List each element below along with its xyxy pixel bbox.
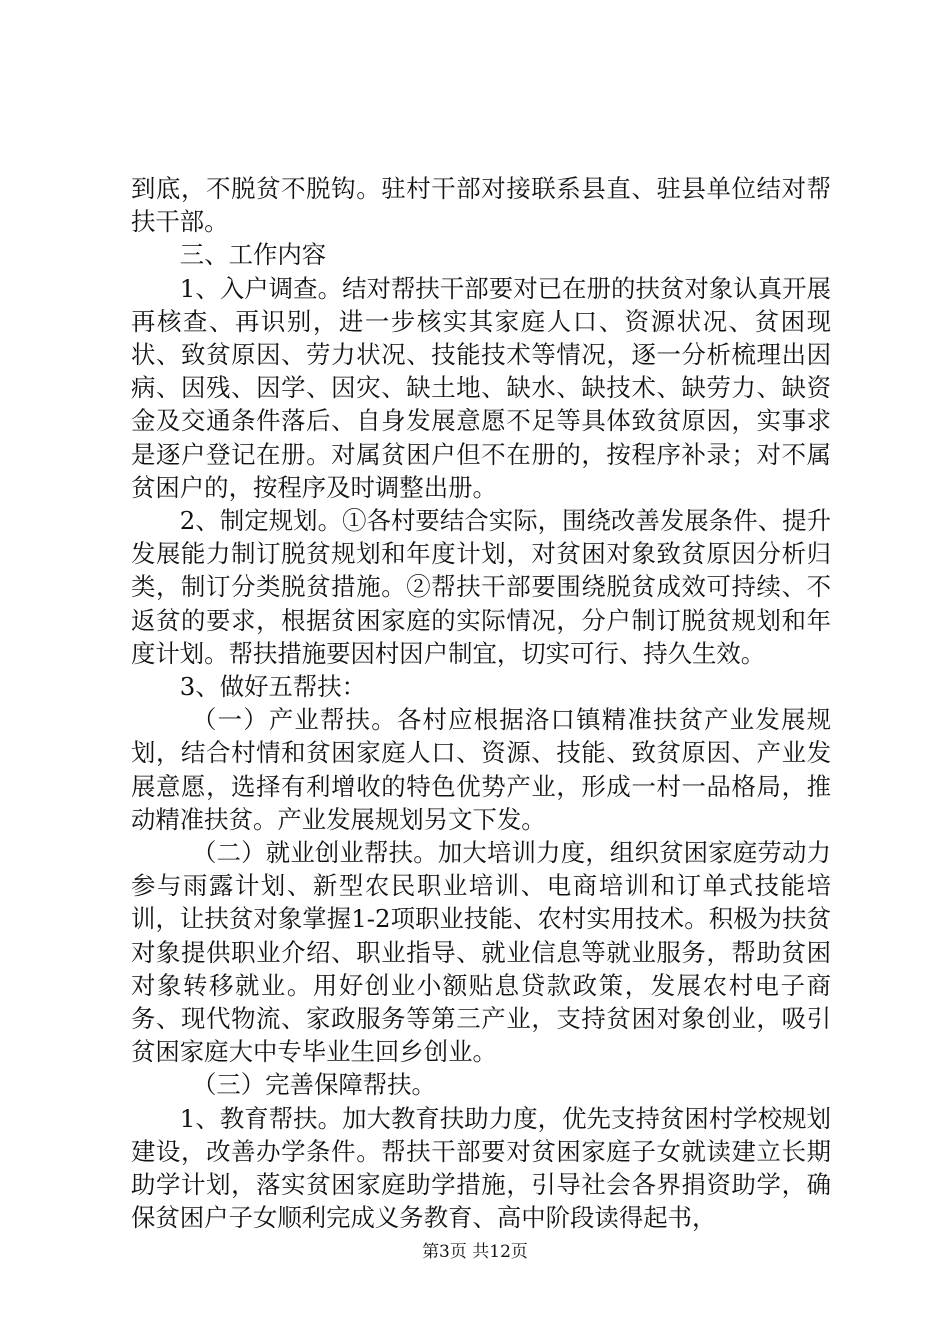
paragraph-household-survey: 1、入户调查。结对帮扶干部要对已在册的扶贫对象认真开展再核查、再识别，进一步核实其家庭人口、资源状况、贫困现状、致贫原因、劳力状况、技能技术等情况，逐一分析梳理出因病、因残、因学、因灾、缺土地、缺水、缺技术、缺劳力、缺资金及交通条件落后、自身发展意愿不足等具体致贫原因，实事求是逐户登记在册。对属贫困户但不在册的，按程序补录；对不属贫困户的，按程序及时调整出册。 — [131, 273, 831, 502]
paragraph-planning: 2、制定规划。①各村要结合实际，围绕改善发展条件、提升发展能力制订脱贫规划和年度计划，对贫困对象致贫原因分析归类，制订分类脱贫措施。②帮扶干部要围绕脱贫成效可持续、不返贫的要求，根据贫困家庭的实际情况，分户制订脱贫规划和年度计划。帮扶措施要因村因户制宜，切实可行、持久生效。 — [131, 506, 831, 668]
document-body — [131, 172, 831, 1235]
paragraph-employment-assistance: （二）就业创业帮扶。加大培训力度，组织贫困家庭劳动力参与雨露计划、新型农民职业培训、电商培训和订单式技能培训，让扶贫对象掌握1-2项职业技能、农村实用技术。积极为扶贫对象提供职业介绍、职业指导、就业信息等就业服务，帮助贫困对象转移就业。用好创业小额贴息贷款政策，发展农村电子商务、现代物流、家政服务等第三产业，支持贫困对象创业，吸引贫困家庭大中专毕业生回乡创业。 — [131, 838, 831, 1067]
paragraph-education-assistance: 1、教育帮扶。加大教育扶助力度，优先支持贫困村学校规划建设，改善办学条件。帮扶干部要对贫困家庭子女就读建立长期助学计划，落实贫困家庭助学措施，引导社会各界捐资助学，确保贫困户子女顺利完成义务教育、高中阶段读得起书， — [131, 1103, 831, 1233]
paragraph-industry-assistance: （一）产业帮扶。各村应根据洛口镇精准扶贫产业发展规划，结合村情和贫困家庭人口、资源、技能、致贫原因、产业发展意愿，选择有利增收的特色优势产业，形成一村一品格局，推动精准扶贫。产业发展规划另文下发。 — [131, 705, 831, 834]
paragraph-continued: 到底，不脱贫不脱钩。驻村干部对接联系县直、驻县单位结对帮扶干部。 — [131, 174, 831, 237]
paragraph-five-assistance: 3、做好五帮扶： — [179, 672, 367, 702]
paragraph-security-assistance: （三）完善保障帮扶。 — [192, 1070, 436, 1100]
page-number-footer: 第3页 共12页 — [422, 1242, 528, 1262]
section-heading-work-content: 三、工作内容 — [179, 240, 327, 270]
